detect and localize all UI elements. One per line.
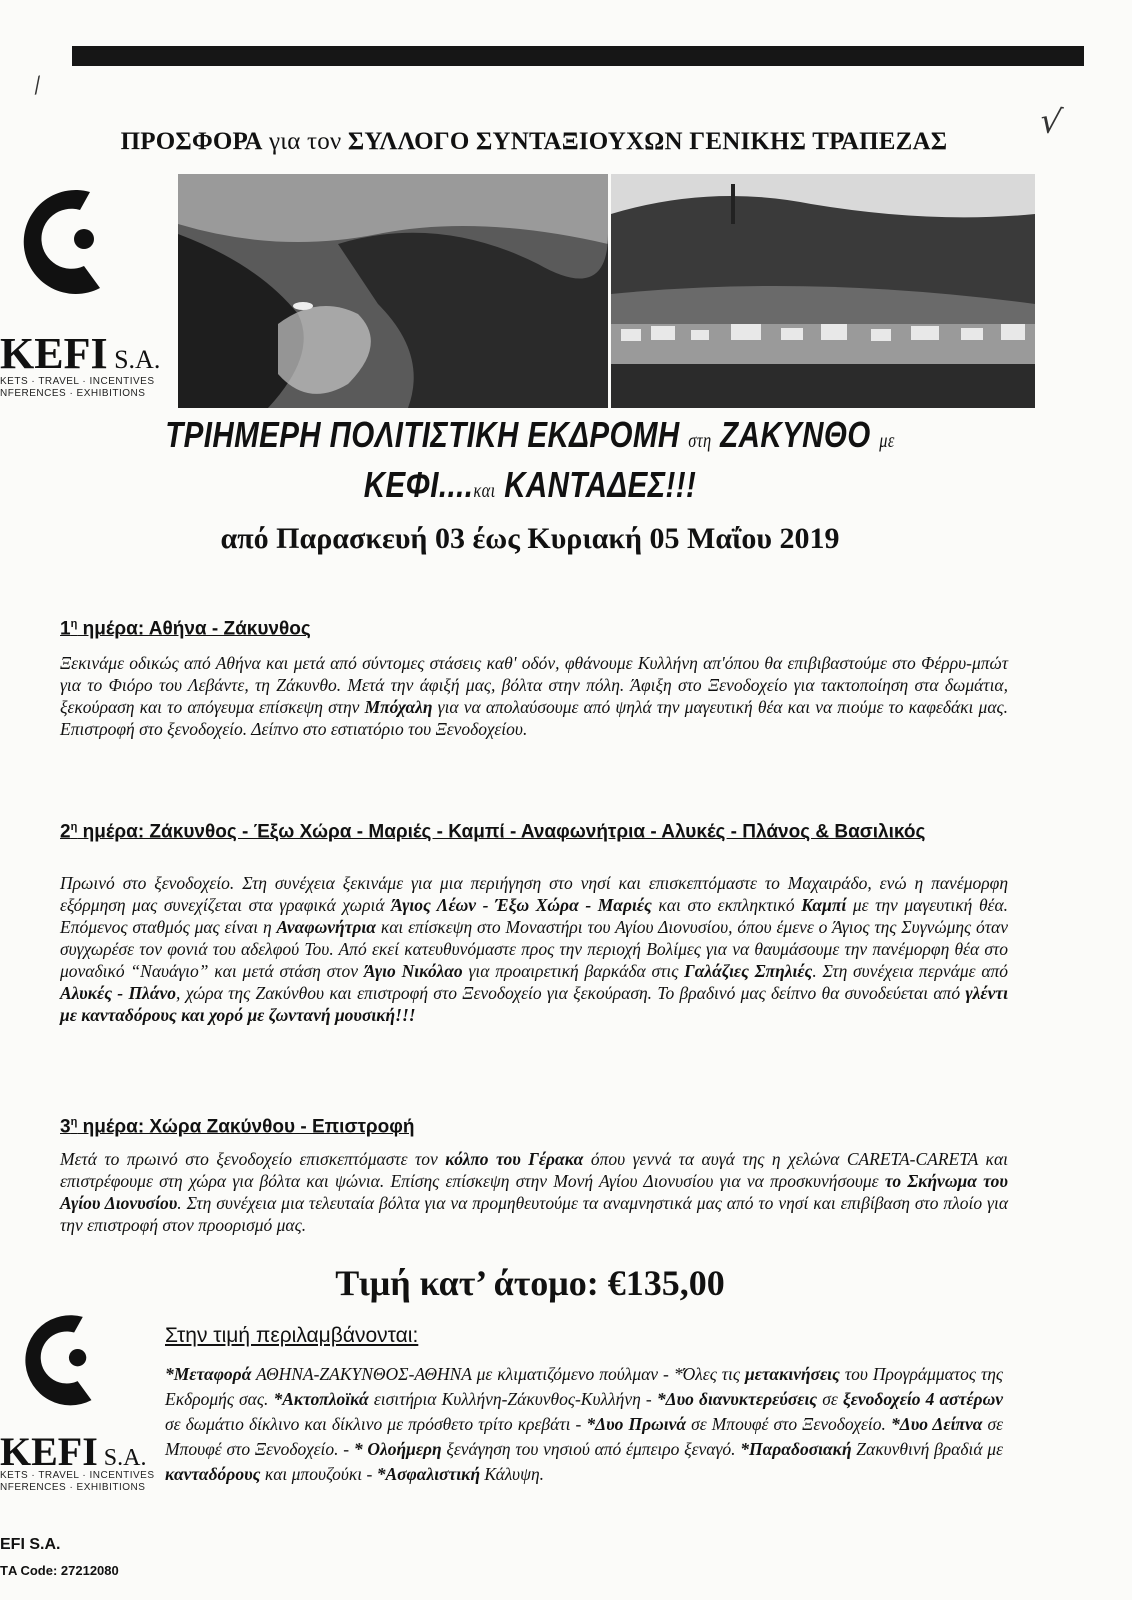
logo-brand: ΚEFI [0,1429,98,1474]
kefi-logo-bottom [0,1310,160,1493]
day2-title: $2^\eta$ ημέρα: Ζάκυνθος - Έξω Χώρα - Μαριές - Καμπί - Αναφωνήτρια - Αλυκές - Πλάνος & Βασιλικός [60,821,926,843]
day1-description: Ξεκινάμε οδικώς από Αθήνα και μετά από σύντομες στάσεις καθ' οδόν, φθάνουμε Κυλλήνη απ'όπου θα επιβιβαστούμε στο Φέρρυ-μπώτ για το Φιόρο του Λεβάντε, τη Ζάκυνθο. Μετά την άφιξή μας, βόλτα στην πόλη. Άφιξη στο Ξενοδοχείο για τακτοποίηση στα δωμάτια, ξεκούραση και το απόγευμα επίσκεψη στην Μπόχαλη για να απολαύσουμε από ψηλά την μαγευτική θέα και να πιούμε το καφεδάκι μας. Επιστροφή στο ξενοδοχείο. Δείπνο στο εστιατόριο του Ξενοδοχείου. [60,653,1008,739]
logo-suffix: S.A. [107,345,161,374]
pen-mark: ⁄ [31,74,44,99]
footer-company: ΕFI S.A. [0,1536,61,1553]
includes-list: *Μεταφορά ΑΘΗΝΑ-ΖΑΚΥΝΘΟΣ-ΑΘΗΝΑ με κλιματιζόμενο πούλμαν - *Όλες τις μετακινήσεις του Προγράμματος της Εκδρομής σας. *Ακτοπλοϊκά εισιτήρια Κυλλήνη-Ζάκυνθος-Κυλλήνη - *Δυο διανυκτερεύσεις σε ξενοδοχείο 4 αστέρων σε δωμάτιο δίκλινο και δίκλινο με πρόσθετο τρίτο κρεβάτι - *Δυο Πρωινά σε Μπουφέ στο Ξενοδοχείο. *Δυο Δείπνα σε Μπουφέ στο Ξενοδοχείο. - * Ολοήμερη ξενάγηση του νησιού από έμπειρο ξεναγό. *Παραδοσιακή Ζακυνθινή βραδιά με κανταδόρους και μπουζούκι - *Ασφαλιστική Κάλυψη. [165,1364,1004,1484]
day3-title: $3^\eta$ ημέρα: Χώρα Ζακύνθου - Επιστροφή [60,1116,415,1138]
logo-brand: ΚEFI [0,329,108,378]
headline-line-2: ΚΕΦΙ....και ΚΑΝΤΑΔΕΣ!!! [363,464,697,505]
footer-code: ΤA Code: 27212080 [0,1563,119,1578]
check-mark: √ [1037,100,1065,144]
kefi-logo-top [0,180,170,400]
trip-dates: από Παρασκευή 03 έως Κυριακή 05 Μαΐου 2019 [220,522,840,555]
zakynthos-cliff-photo [178,174,608,408]
day3-description: Μετά το πρωινό στο ξενοδοχείο επισκεπτόμαστε τον κόλπο του Γέρακα όπου γεννά τα αυγά της η χελώνα CARETA-CARETA και επιστρέφουμε στη χώρα για βόλτα και ψώνια. Επίσης επίσκεψη στην Μονή Αγίου Διονυσίου για να προσκυνήσουμε το Σκήνωμα του Αγίου Διονυσίου. Στη συνέχεια μια τελευταία βόλτα για να προμηθευτούμε τα αναμνηστικά μας από το νησί και επιβίβαση στο πλοίο για την επιστροφή στον προορισμό μας. [60,1149,1009,1235]
includes-title: Στην τιμή περιλαμβάνονται: [165,1324,419,1347]
headline-line-1: ΤΡΙΗΜΕΡΗ ΠΟΛΙΤΙΣΤΙΚΗ ΕΚΔΡΟΜΗ στη ΖΑΚΥΝΘΟ με [165,414,895,455]
logo-tagline-2: NFERENCES · EXHIBITIONS [0,1482,146,1493]
offer-title: ΠΡΟΣΦΟΡΑ για τον ΣΥΛΛΟΓΟ ΣΥΝΤΑΞΙΟΥΧΩΝ ΓΕΝΙΚΗΣ ΤΡΑΠΕΖΑΣ [120,128,948,155]
logo-tagline-1: ΚETS · TRAVEL · INCENTIVES [0,1470,155,1481]
kefi-logo-mark-icon [20,184,112,304]
zakynthos-town-photo [611,174,1035,408]
logo-tagline-2: NFERENCES · EXHIBITIONS [0,388,146,399]
price-per-person: Τιμή κατ’ άτομο: €135,00 [335,1263,725,1303]
top-black-bar [72,46,1084,66]
kefi-logo-mark-icon [22,1310,102,1414]
day1-title: $1^\eta$ ημέρα: Αθήνα - Ζάκυνθος [60,618,311,640]
logo-suffix: S.A. [97,1445,147,1471]
day2-description: Πρωινό στο ξενοδοχείο. Στη συνέχεια ξεκινάμε για μια περιήγηση στο νησί και επισκεπτόμαστε το Μαχαιράδο, ενώ η πανέμορφη εξόρμηση μας συνεχίζεται στα γραφικά χωριά Άγιος Λέων - Έξω Χώρα - Μαριές και στο εκπληκτικό Καμπί με την μαγευτική θέα. Επόμενος σταθμός μας είναι η Αναφωνήτρια και επίσκεψη στο Μοναστήρι του Αγίου Διονυσίου, όπου έμενε ο Άγιος της Συγνώμης όταν συγχωρέσε τον φονιά του αδελφού Του. Από εκεί κατευθυνόμαστε προς την περιοχή Βολίμες για να θαυμάσουμε την πανέμορφη θέα στο μοναδικό “Ναυάγιο” και μετά στάση στον Άγιο Νικόλαο για προαιρετική βαρκάδα στις Γαλάζιες Σπηλιές. Στη συνέχεια περνάμε από Αλυκές - Πλάνο, χώρα της Ζακύνθου και επιστροφή στο Ξενοδοχείο για ξεκούραση. Το βραδινό μας δείπνο θα συνοδεύεται από γλέντι με κανταδόρους και χορό με ζωντανή μουσική!!! [60,873,1009,1025]
logo-tagline-1: ΚETS · TRAVEL · INCENTIVES [0,376,155,387]
